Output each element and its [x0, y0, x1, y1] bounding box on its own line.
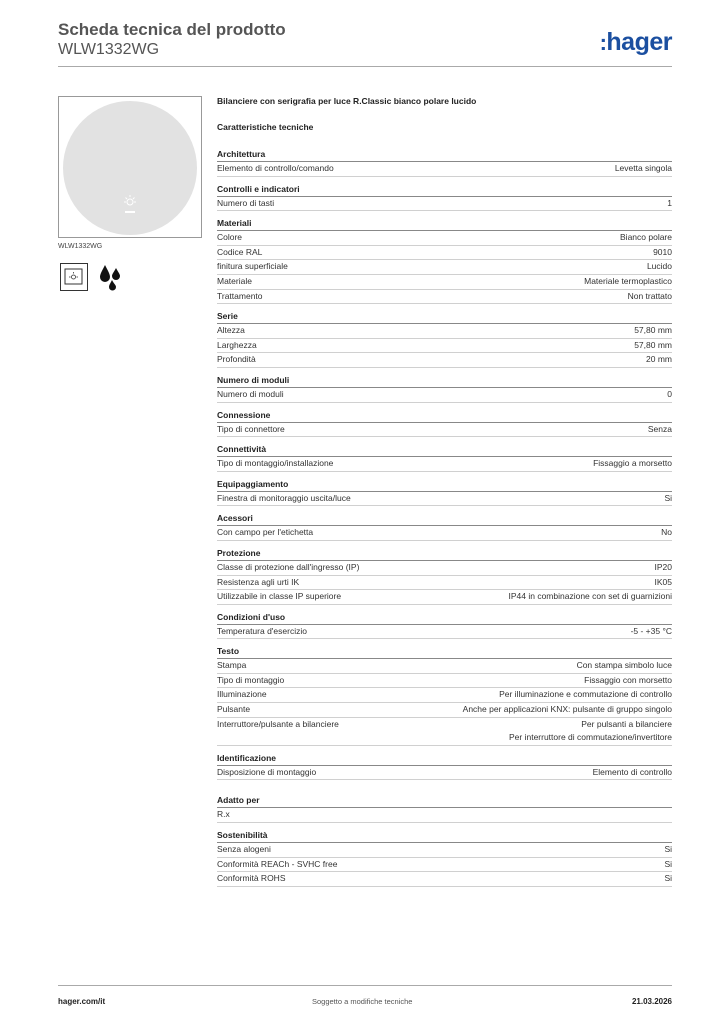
spec-value: Fissaggio a morsetto [593, 458, 672, 469]
spec-value: Si [664, 873, 672, 884]
spec-label: Tipo di connettore [217, 423, 285, 434]
hager-logo: :hager [599, 28, 672, 56]
spec-value: Bianco polare [620, 232, 672, 243]
spec-label: Tipo di montaggio/installazione [217, 458, 334, 469]
spec-row [217, 766, 672, 781]
spec-row [217, 275, 672, 290]
spec-label: Resistenza agli urti IK [217, 576, 300, 587]
spec-label: Profondità [217, 354, 256, 365]
footer-date: 21.03.2026 [631, 997, 672, 1006]
spec-group [217, 374, 672, 403]
spec-group [217, 611, 672, 640]
spec-label: Interruttore/pulsante a bilanciere [217, 718, 339, 729]
spec-row [217, 590, 672, 605]
spec-value: Levetta singola [614, 163, 672, 173]
spec-row [217, 718, 672, 746]
spec-value: IP20 [654, 561, 672, 572]
spec-label: Materiale [217, 275, 252, 286]
spec-value: Per illuminazione e commutazione di controllo [499, 689, 672, 700]
spec-group-title: Materiali [217, 217, 672, 231]
spec-row [217, 197, 672, 212]
spec-row [217, 324, 672, 339]
spec-value: Anche per applicazioni KNX: pulsante di gruppo singolo [462, 704, 672, 715]
spec-group-title: Numero di moduli [217, 374, 672, 388]
spec-row [217, 492, 672, 507]
spec-group [217, 148, 672, 177]
spec-value: -5 - +35 °C [630, 625, 672, 636]
spec-row [217, 843, 672, 858]
spec-label: Tipo di montaggio [217, 674, 285, 685]
spec-group-title: Serie [217, 310, 672, 324]
spec-row [217, 231, 672, 246]
water-drops-icon [96, 263, 124, 291]
spec-value: Senza [647, 423, 672, 434]
footer-note: Soggetto a modifiche tecniche [312, 997, 413, 1006]
spec-label: Senza alogeni [217, 844, 271, 855]
spec-row [217, 576, 672, 591]
spec-row [217, 526, 672, 541]
spec-label: Codice RAL [217, 246, 263, 257]
footer-divider [58, 985, 672, 986]
spec-value: 0 [667, 388, 672, 399]
spec-label: Disposizione di montaggio [217, 766, 317, 777]
spec-label: Temperatura d'esercizio [217, 625, 307, 636]
spec-group [217, 310, 672, 368]
spec-row [217, 625, 672, 640]
spec-group-title: Architettura [217, 148, 672, 162]
spec-row [217, 674, 672, 689]
spec-row [217, 290, 672, 305]
spec-label: Finestra di monitoraggio uscita/luce [217, 492, 351, 503]
spec-label: Numero di tasti [217, 197, 275, 208]
spec-value: No [661, 527, 672, 538]
spec-label: Altezza [217, 325, 245, 336]
spec-row [217, 703, 672, 718]
spec-group-title: Equipaggiamento [217, 478, 672, 492]
section-title: Caratteristiche tecniche [217, 122, 314, 132]
spec-row [217, 339, 672, 354]
spec-row [217, 423, 672, 438]
spec-groups [217, 148, 672, 887]
spec-label: Pulsante [217, 704, 251, 715]
spec-group [217, 645, 672, 746]
spec-group [217, 443, 672, 472]
spec-group-title: Controlli e indicatori [217, 183, 672, 197]
spec-label: Conformità REACh - SVHC free [217, 858, 338, 869]
spec-value: 57,80 mm [634, 339, 672, 350]
spec-value: Per pulsanti a bilanciere Per interruttore di commutazione/invertitore [509, 718, 672, 743]
spec-value: IK05 [654, 576, 672, 587]
spec-value: Si [664, 492, 672, 503]
spec-group [217, 478, 672, 507]
spec-row [217, 353, 672, 368]
spec-group-title: Condizioni d'uso [217, 611, 672, 625]
spec-row [217, 659, 672, 674]
spec-value: IP44 in combinazione con set di guarnizioni [508, 591, 672, 602]
spec-label: R.x [217, 809, 230, 820]
product-description: Bilanciere con serigrafia per luce R.Classic bianco polare lucido [217, 96, 477, 106]
spec-value: 57,80 mm [634, 325, 672, 336]
light-symbol-icon [63, 101, 197, 235]
document-header [58, 20, 286, 60]
spec-row [217, 388, 672, 403]
product-code: WLW1332WG [58, 41, 160, 58]
spec-group-title: Testo [217, 645, 672, 659]
spec-value: Con stampa simbolo luce [576, 660, 672, 671]
spec-row [217, 457, 672, 472]
spec-row [217, 260, 672, 275]
product-image [58, 96, 202, 238]
spec-group [217, 217, 672, 304]
spec-label: Classe di protezione dall'ingresso (IP) [217, 561, 360, 572]
spec-group [217, 183, 672, 212]
spec-label: finitura superficiale [217, 261, 288, 272]
spec-label: Numero di moduli [217, 388, 284, 399]
spec-label: Elemento di controllo/comando [217, 163, 334, 173]
spec-group-title: Identificazione [217, 752, 672, 766]
spec-row [217, 688, 672, 703]
header-divider [58, 66, 672, 67]
spec-group [217, 794, 672, 823]
spec-label: Conformità ROHS [217, 873, 286, 884]
spec-value: 1 [667, 197, 672, 208]
spec-group-title: Connessione [217, 409, 672, 423]
spec-group-title: Acessori [217, 512, 672, 526]
spec-group [217, 547, 672, 605]
spec-label: Utilizzabile in classe IP superiore [217, 591, 342, 602]
spec-group-title: Sostenibilità [217, 829, 672, 843]
spec-row [217, 561, 672, 576]
spec-label: Illuminazione [217, 689, 267, 700]
spec-label: Larghezza [217, 339, 257, 350]
spec-value: Non trattato [627, 290, 672, 301]
spec-row [217, 858, 672, 873]
spec-group [217, 512, 672, 541]
spec-label: Colore [217, 232, 243, 243]
spec-label: Stampa [217, 660, 247, 671]
spec-row [217, 872, 672, 887]
spec-group-title: Protezione [217, 547, 672, 561]
spec-value: Fissaggio con morsetto [584, 674, 672, 685]
spec-value: 20 mm [646, 354, 672, 365]
rocker-disc [63, 101, 197, 235]
spec-value: Si [664, 858, 672, 869]
spec-group [217, 829, 672, 887]
spec-label: Con campo per l'etichetta [217, 527, 314, 538]
spec-value: Materiale termoplastico [584, 275, 672, 286]
spec-label: Trattamento [217, 290, 263, 301]
spec-value: Elemento di controllo [592, 766, 672, 777]
spec-row [217, 162, 672, 177]
spec-group [217, 409, 672, 438]
spec-group [217, 752, 672, 781]
document-title: Scheda tecnica del prodotto [58, 20, 286, 39]
spec-value: Si [664, 844, 672, 855]
spec-value: 9010 [653, 246, 672, 257]
footer-website[interactable]: hager.com/it [58, 997, 106, 1006]
spec-content [217, 94, 672, 887]
product-caption: WLW1332WG [58, 243, 103, 250]
spec-value: Lucido [646, 261, 672, 272]
spec-group-title: Adatto per [217, 794, 672, 808]
light-symbol-icon [60, 263, 88, 291]
spec-group-title: Connettività [217, 443, 672, 457]
spec-row [217, 808, 672, 823]
spec-row [217, 246, 672, 261]
